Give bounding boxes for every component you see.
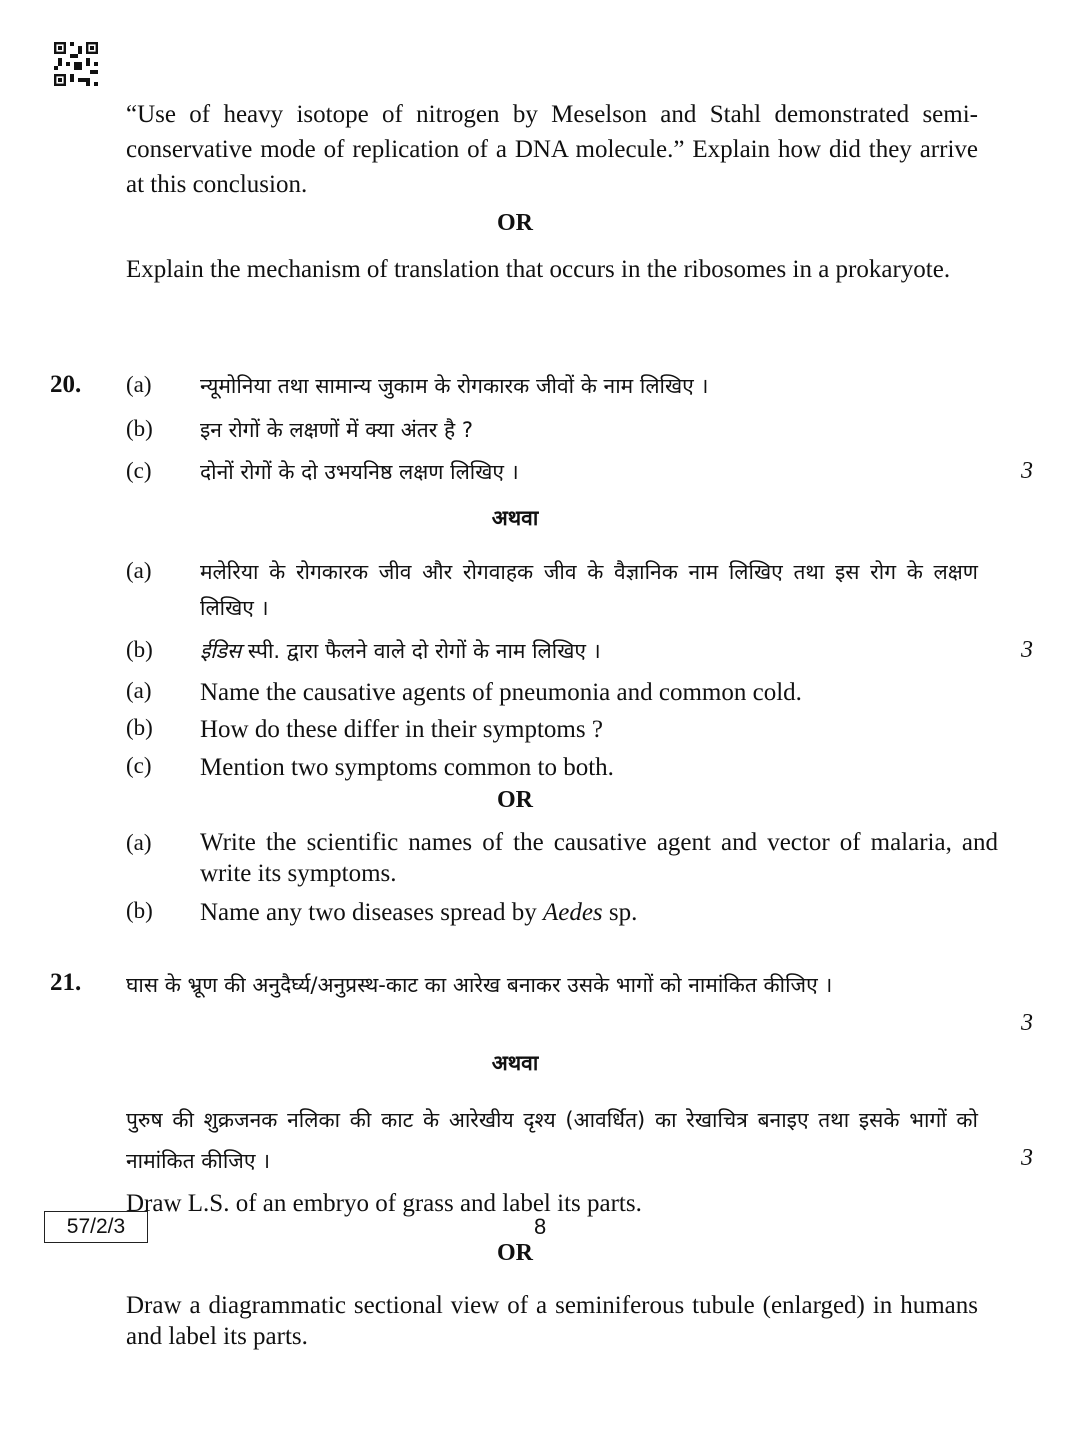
q21-number: 21. [50, 969, 82, 996]
q20-en-a-text: Name the causative agents of pneumonia and common cold. [200, 679, 802, 706]
q20-en-c-text: Mention two symptoms common to both. [200, 754, 614, 781]
q21-hindi-alt-text: पुरुष की शुक्रजनक नलिका की काट के आरेखीय दृश्य (आवर्धित) का रेखाचित्र बनाइए तथा इसके भागों को नामांकित कीजिए । [126, 1108, 978, 1173]
q20-hi-alt-marks: 3 [1021, 637, 1033, 663]
q21-hindi-text: घास के भ्रूण की अनुदैर्घ्य/अनुप्रस्थ-काट का आरेख बनाकर उसके भागों को नामांकित कीजिए । [126, 973, 833, 997]
q21-english-alt-text: Draw a diagrammatic sectional view of a seminiferous tubule (enlarged) in humans and label its parts. [126, 1292, 978, 1350]
q20-en-alt-a-text: Write the scientific names of the causative agent and vector of malaria, and write its symptoms. [200, 829, 998, 887]
q20-en-b-label: (b) [126, 715, 153, 740]
q20-en-alt-b-line [200, 895, 637, 930]
q21-hindi-alt-marks: 3 [1021, 1145, 1033, 1171]
q20-en-b-text: How do these differ in their symptoms ? [200, 716, 603, 743]
q19-alt-text: Explain the mechanism of translation that occurs in the ribosomes in a prokaryote. [126, 256, 951, 283]
q19-or-label: OR [497, 210, 533, 236]
q20-hi-alt-a-label: (a) [126, 558, 152, 583]
q20-hi-alt-b-label: (b) [126, 637, 153, 662]
q20-en-c-label: (c) [126, 753, 152, 778]
q20-hi-b-label: (b) [126, 416, 153, 441]
q21-athva: अथवा [491, 1051, 539, 1075]
page-number: 8 [534, 1214, 547, 1239]
q20-hi-marks: 3 [1021, 458, 1033, 484]
q20-en-alt-b-italic: Aedes [542, 899, 603, 926]
q20-hi-alt-b-line [200, 633, 601, 669]
q20-athva: अथवा [491, 506, 539, 530]
q20-en-a-label: (a) [126, 678, 152, 703]
q20-hi-alt-a-text: मलेरिया के रोगकारक जीव और रोगवाहक जीव के वैज्ञानिक नाम लिखिए तथा इस रोग के लक्षण लिखिए । [200, 560, 978, 620]
q20-en-alt-b-label: (b) [126, 898, 153, 923]
q20-hi-c-text: दोनों रोगों के दो उभयनिष्ठ लक्षण लिखिए । [200, 460, 519, 484]
q20-en-alt-b-after: sp. [602, 899, 638, 926]
paper-code: 57/2/3 [44, 1211, 148, 1243]
q20-hi-a-label: (a) [126, 372, 152, 397]
q19-text: “Use of heavy isotope of nitrogen by Meselson and Stahl demonstrated semi-conservative mode of replication of a DNA molecule.” Explain how did they arrive at this conclusion. [126, 101, 978, 198]
q20-hi-alt-b-text: स्पी. द्वारा फैलने वाले दो रोगों के नाम लिखिए । [241, 639, 601, 663]
q20-en-alt-b-text: Name any two diseases spread by [200, 899, 543, 926]
q21-english-text: Draw L.S. of an embryo of grass and label its parts. [126, 1190, 642, 1217]
qr-code-icon [54, 42, 98, 86]
q21-hindi-marks: 3 [1021, 1010, 1033, 1036]
q20-hi-alt-b-italic: ईडिस [200, 639, 242, 663]
q20-or-label: OR [497, 787, 533, 813]
q20-hi-a-text: न्यूमोनिया तथा सामान्य जुकाम के रोगकारक जीवों के नाम लिखिए । [200, 374, 709, 398]
q20-hi-c-label: (c) [126, 458, 152, 483]
q20-en-alt-a-label: (a) [126, 830, 152, 855]
q20-hi-b-text: इन रोगों के लक्षणों में क्या अंतर है ? [200, 418, 474, 442]
q20-number: 20. [50, 371, 82, 398]
q21-or-label: OR [497, 1240, 533, 1266]
